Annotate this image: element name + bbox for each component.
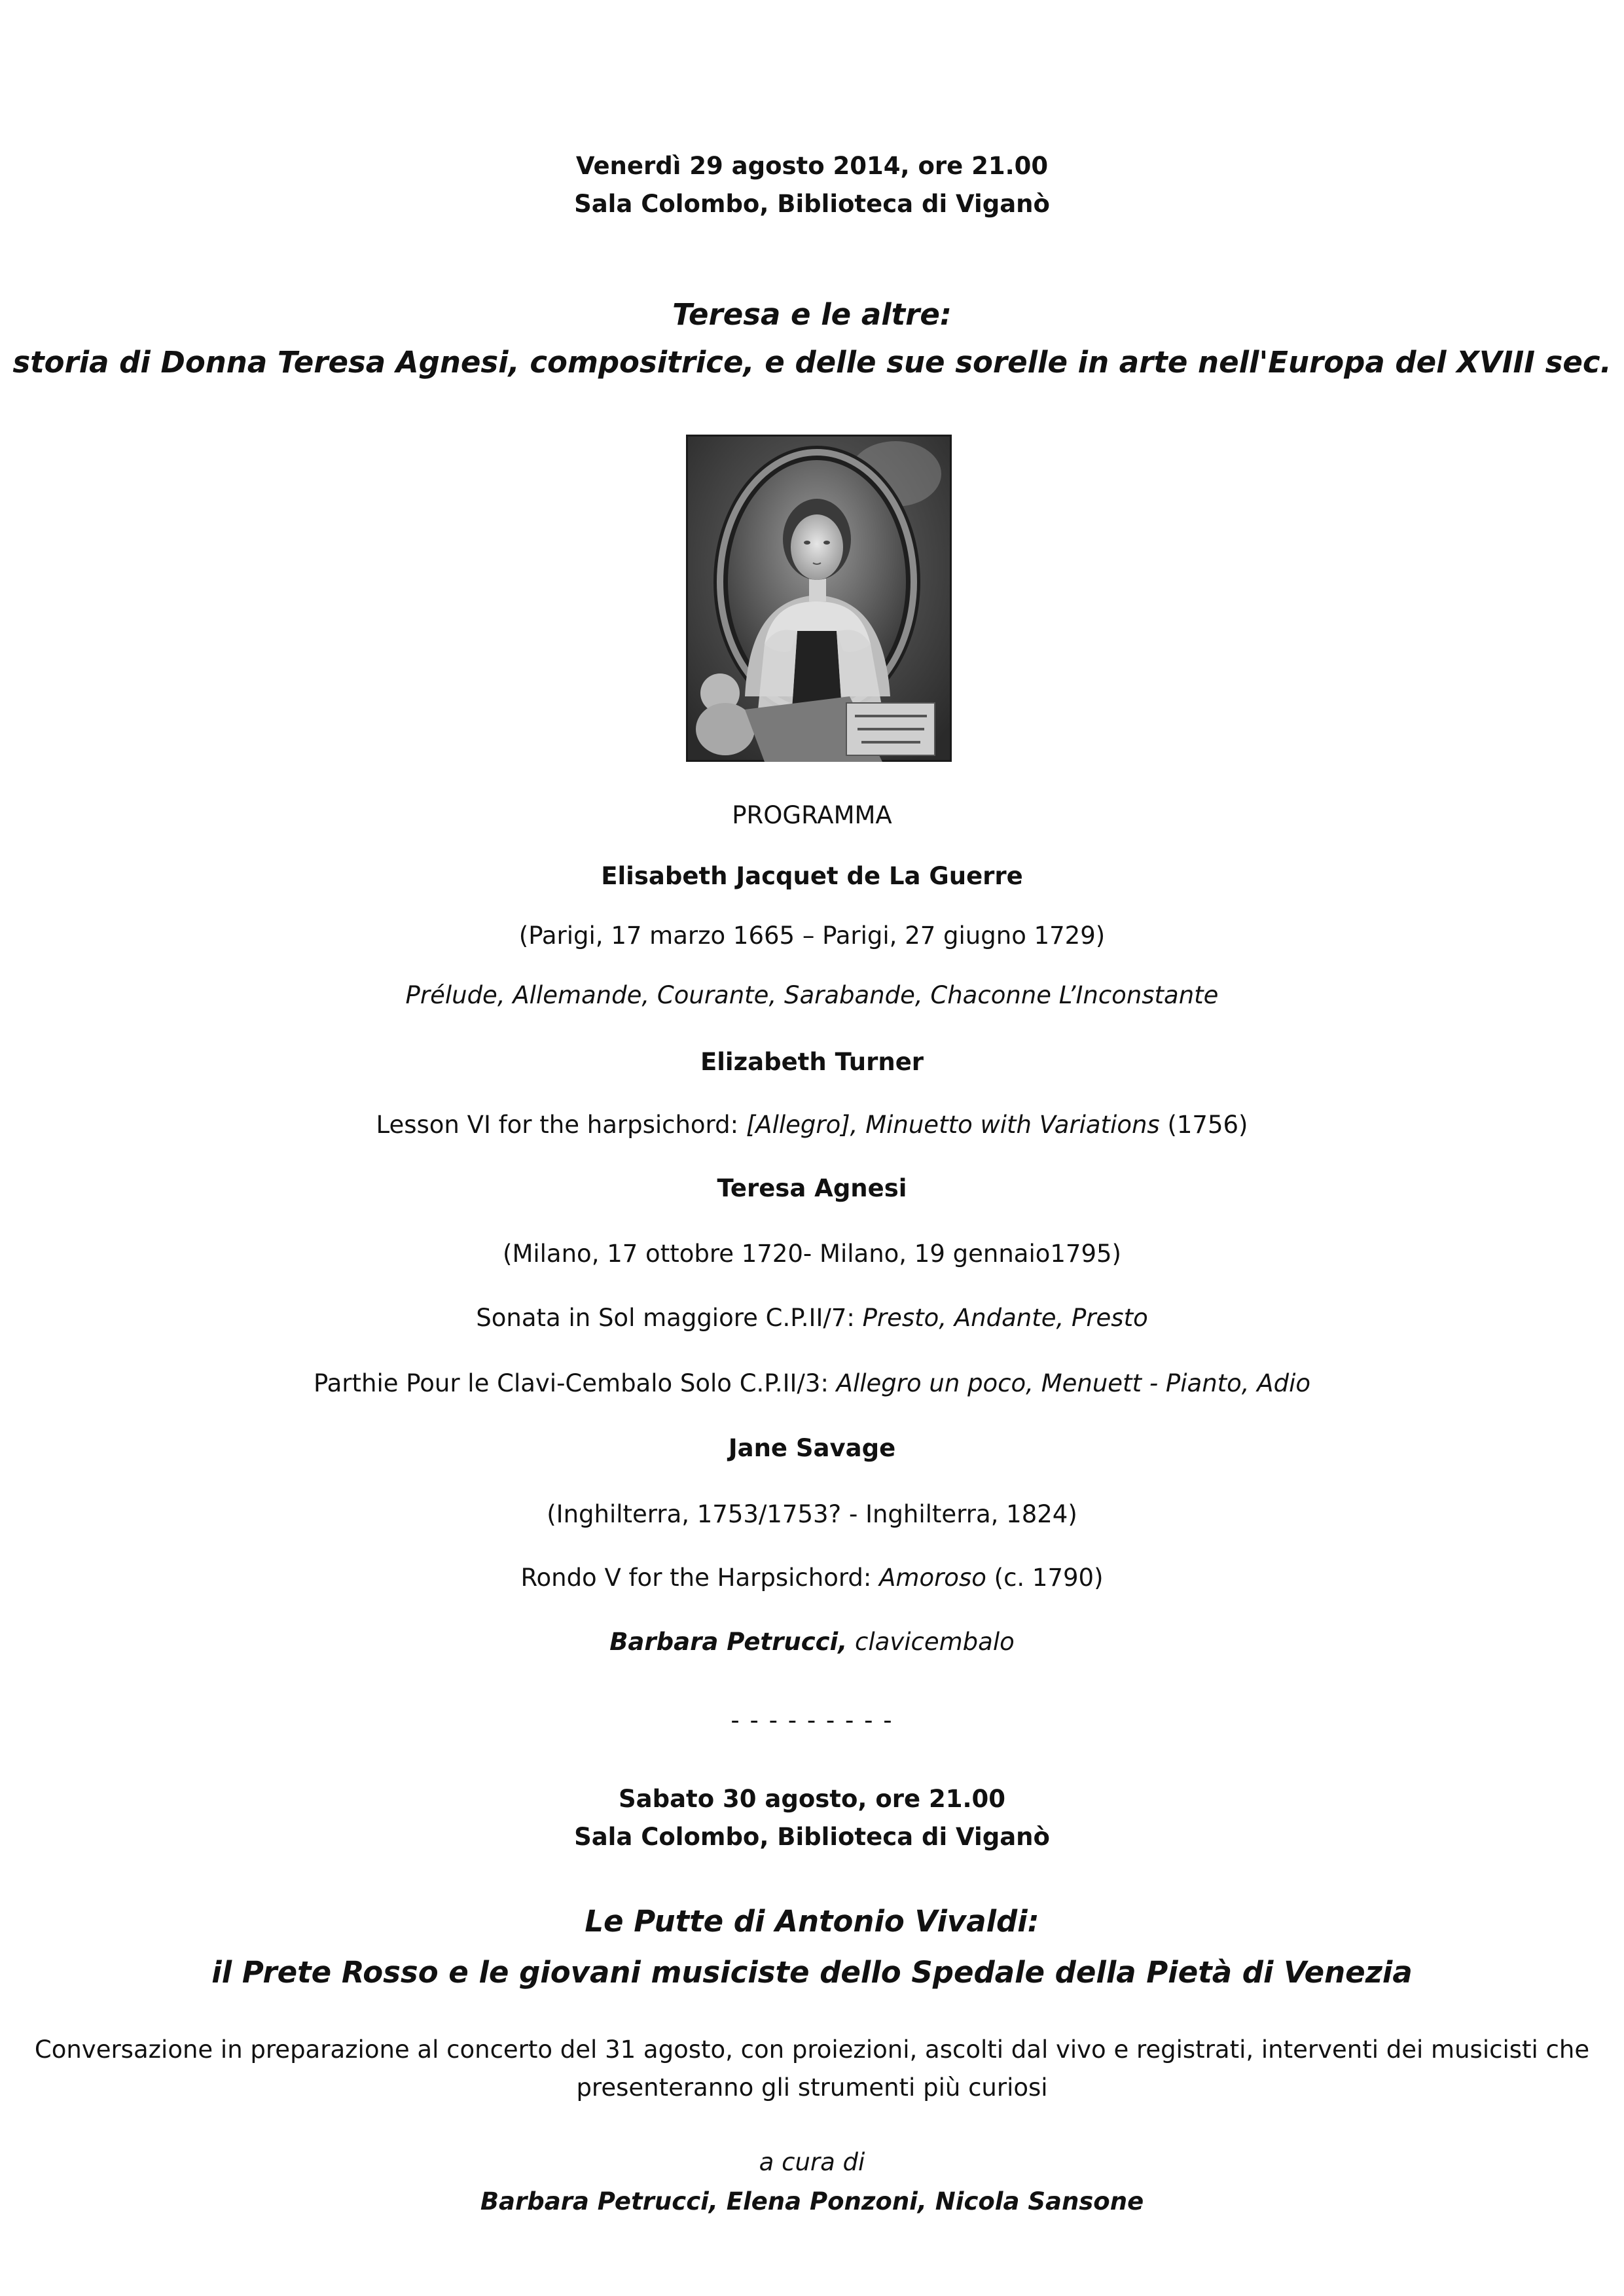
composer-name: Teresa Agnesi [717, 1174, 907, 1202]
composer-name: Elizabeth Turner [700, 1048, 924, 1076]
composer-name: Elisabeth Jacquet de La Guerre [601, 862, 1023, 890]
performer-role: clavicembalo [847, 1628, 1015, 1656]
composer-name: Jane Savage [728, 1434, 896, 1462]
event1-venue: Sala Colombo, Biblioteca di Viganò [574, 190, 1050, 218]
event1-title-line2: storia di Donna Teresa Agnesi, compositrice, e delle sue sorelle in arte nell'Europa del XVIII sec. [12, 345, 1612, 380]
work-year: (c. 1790) [986, 1564, 1104, 1592]
work-movements: Amoroso [879, 1564, 986, 1592]
event1-title-line1: Teresa e le altre: [672, 297, 952, 332]
performer-name: Barbara Petrucci, [609, 1628, 848, 1656]
composer-work [0, 983, 1624, 1007]
work-year: (1756) [1159, 1111, 1248, 1139]
performer [0, 1630, 1624, 1654]
section-separator: - - - - - - - - - [731, 1706, 893, 1734]
work-movements: Allegro un poco, Menuett - Pianto, Adio [836, 1369, 1311, 1397]
event2-title-line2: il Prete Rosso e le giovani musiciste dello Spedale della Pietà di Venezia [211, 1955, 1413, 1990]
work-title: Lesson VI for the harpsichord: [376, 1111, 746, 1139]
work-title: Parthie Pour le Clavi-Cembalo Solo C.P.II/3: [313, 1369, 837, 1397]
composer-dates: (Parigi, 17 marzo 1665 – Parigi, 27 giugno 1729) [518, 922, 1106, 950]
composer-work [0, 1371, 1624, 1395]
curated-by-label: a cura di [759, 2148, 865, 2176]
composer-work [0, 1566, 1624, 1590]
event1-date: Venerdì 29 agosto 2014, ore 21.00 [575, 152, 1049, 180]
event2-title-line1: Le Putte di Antonio Vivaldi: [585, 1904, 1039, 1939]
composer-dates: (Milano, 17 ottobre 1720- Milano, 19 gennaio1795) [503, 1240, 1121, 1268]
event2-venue: Sala Colombo, Biblioteca di Viganò [574, 1823, 1050, 1851]
portrait-engraving-icon [686, 435, 952, 762]
work-title: Rondo V for the Harpsichord: [520, 1564, 880, 1592]
program-heading: PROGRAMMA [732, 801, 892, 829]
work-title: Sonata in Sol maggiore C.P.II/7: [476, 1304, 863, 1332]
composer-dates: (Inghilterra, 1753/1753? - Inghilterra, 1824) [547, 1500, 1077, 1528]
event2-description-line1: Conversazione in preparazione al concerto del 31 agosto, con proiezioni, ascolti dal vivo e registrati, interventi dei musicisti che [34, 2036, 1590, 2064]
work-movements: Presto, Andante, Presto [862, 1304, 1148, 1332]
work-movements: Prélude, Allemande, Courante, Sarabande, Chaconne L’Inconstante [405, 981, 1219, 1009]
portrait-image [686, 435, 952, 762]
event2-description-line2: presenteranno gli strumenti più curiosi [576, 2073, 1048, 2102]
composer-work [0, 1306, 1624, 1330]
work-movements: [Allegro], Minuetto with Variations [746, 1111, 1160, 1139]
event2-date: Sabato 30 agosto, ore 21.00 [618, 1785, 1006, 1813]
composer-work [0, 1113, 1624, 1137]
curators: Barbara Petrucci, Elena Ponzoni, Nicola Sansone [480, 2187, 1144, 2215]
